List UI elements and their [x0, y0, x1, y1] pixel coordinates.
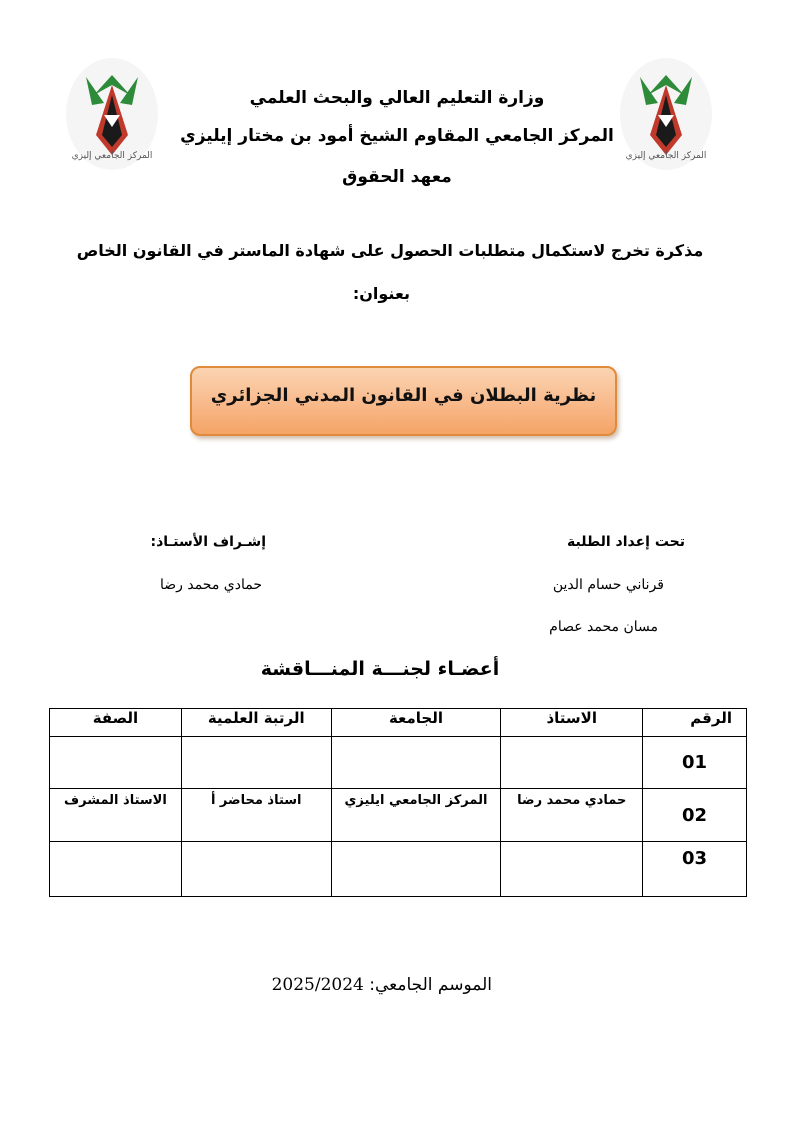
university-center-title: المركز الجامعي المقاوم الشيخ أمود بن مختار إيليزي: [180, 126, 614, 146]
table-row: [50, 737, 747, 789]
thesis-title-box: [190, 366, 617, 436]
university-cell: المركز الجامعي ايليزي: [331, 789, 501, 842]
committee-heading: أعضـاء لجنـــة المنـــاقشة: [260, 658, 500, 680]
row-number: 02: [643, 789, 747, 842]
academic-year: [200, 975, 492, 995]
column-header: الجامعة: [331, 709, 501, 737]
students-label: تحت إعداد الطلبة: [567, 534, 685, 550]
column-header: الرقم: [643, 709, 747, 737]
column-header: الاستاذ: [501, 709, 643, 737]
rank-cell: [181, 842, 331, 897]
rank-cell: استاذ محاضر أ: [181, 789, 331, 842]
table-header-row: [50, 709, 747, 737]
supervisor-label: إشـراف الأستـاذ:: [150, 534, 266, 550]
institute-title: معهد الحقوق: [342, 167, 452, 187]
ministry-title: وزارة التعليم العالي والبحث العلمي: [249, 88, 545, 108]
table-row: [50, 842, 747, 897]
academic-year-value: 2025/2024: [271, 975, 364, 995]
row-number: 01: [643, 737, 747, 789]
table-row: [50, 789, 747, 842]
column-header: الرتبة العلمية: [181, 709, 331, 737]
role-cell: الاستاذ المشرف: [50, 789, 182, 842]
academic-year-label: الموسم الجامعي:: [369, 975, 492, 995]
student-name: قرناني حسام الدين: [552, 577, 664, 593]
professor-cell: حمادي محمد رضا: [501, 789, 643, 842]
professor-cell: [501, 737, 643, 789]
logo-left: [64, 55, 160, 173]
supervisor-name: حمادي محمد رضا: [160, 577, 262, 593]
university-cell: [331, 842, 501, 897]
logo-caption: المركز الجامعي إليزي: [71, 151, 153, 161]
role-cell: [50, 737, 182, 789]
committee-table: [49, 708, 747, 897]
student-name: مسان محمد عصام: [549, 619, 658, 635]
logo-right: [618, 55, 714, 173]
thesis-purpose: مذكرة تخرج لاستكمال متطلبات الحصول على شهادة الماستر في القانون الخاص: [76, 241, 704, 260]
rank-cell: [181, 737, 331, 789]
logo-caption: المركز الجامعي إليزي: [625, 151, 707, 161]
row-number: 03: [643, 842, 747, 897]
thesis-title: نظرية البطلان في القانون المدني الجزائري: [210, 384, 597, 406]
role-cell: [50, 842, 182, 897]
university-cell: [331, 737, 501, 789]
professor-cell: [501, 842, 643, 897]
thesis-title-label: بعنوان:: [352, 284, 410, 303]
column-header: الصفة: [50, 709, 182, 737]
